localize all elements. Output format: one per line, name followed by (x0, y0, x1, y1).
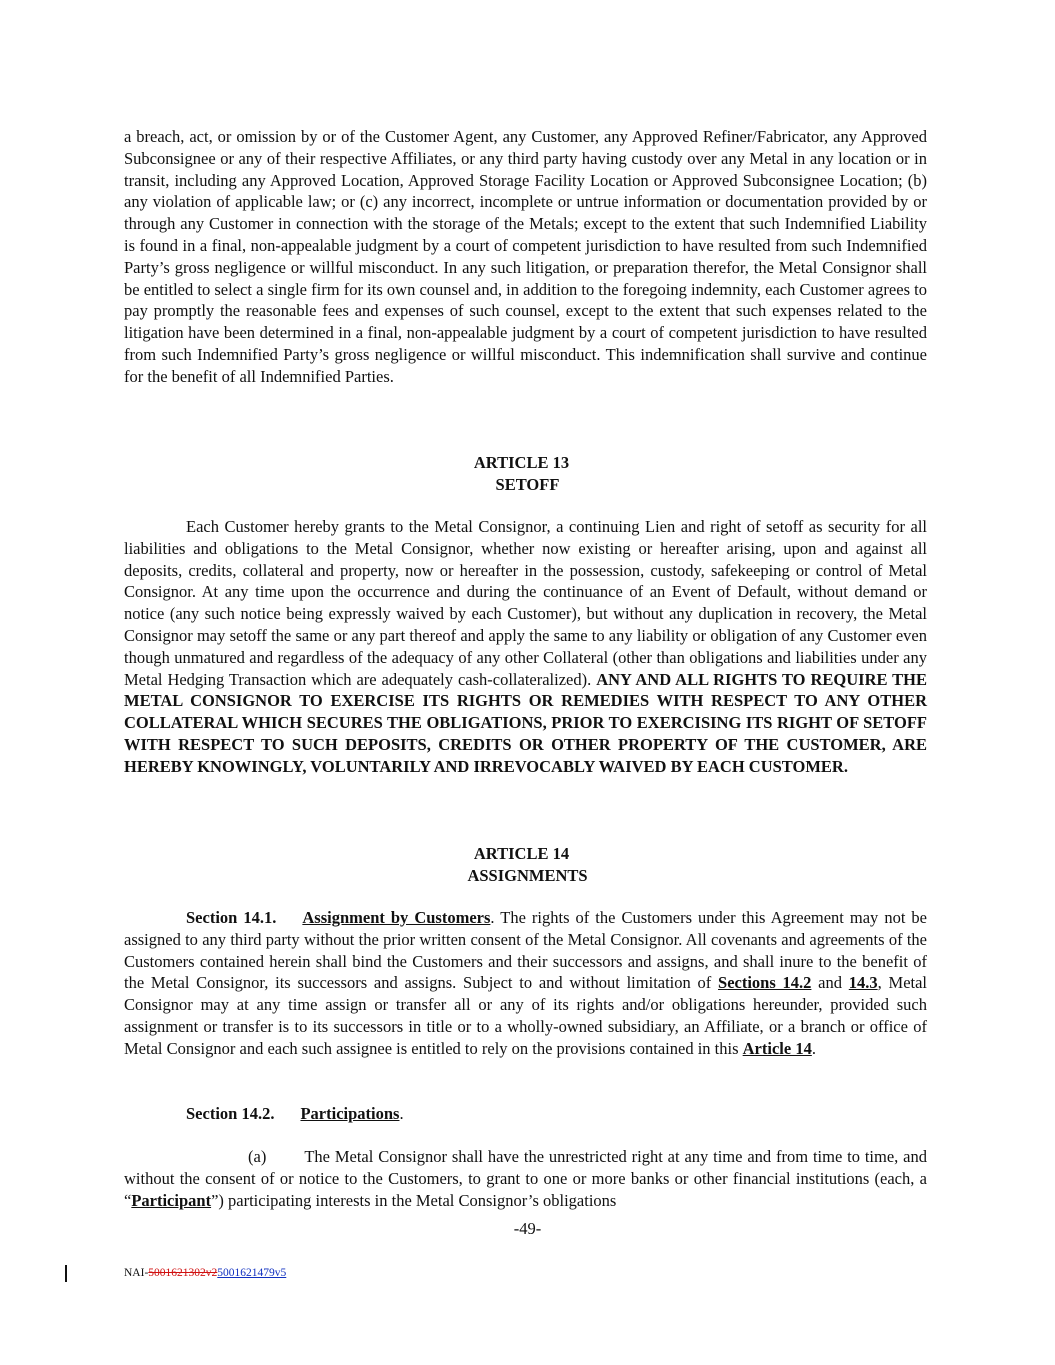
clause-a-marker: (a) (248, 1147, 267, 1166)
section-14-1-text-2: and (811, 973, 849, 993)
revision-bar (65, 1265, 67, 1282)
clause-a-text-2: ”) participating interests in the Metal Consignor’s obligations (211, 1190, 617, 1210)
doc-id-deleted: 5001621302v2 (148, 1267, 218, 1279)
section-14-2-title: Participations (300, 1104, 400, 1123)
page-number: -49- (513, 1219, 542, 1238)
article-13-paragraph (124, 516, 927, 778)
article-14-label-text: ARTICLE 14 (473, 844, 570, 863)
section-14-3-reference: 14.3 (848, 973, 878, 993)
section-14-1-text-1: . The rights of the Customers under this Agreement may not be assigned to any third party without the prior written consent of the Metal Consignor. All covenants and agreements of the Customers contained herein shall bind the Customers and their successors and assigns, and shall inure to the benefit of the Metal Consignor, its successors and assigns. Subject to and without limitation of (124, 908, 927, 993)
setoff-plain-text: Each Customer hereby grants to the Metal Consignor, a continuing Lien and right of setoff as security for all liabilities and obligations to the Metal Consignor, whether now existing or hereafter arising, upon and against all deposits, credits, collateral and property, now or hereafter in the possession, custody, safekeeping or control of Metal Consignor. At any time upon the occurrence and during the continuance of an Event of Default, without demand or notice (any such notice being expressly waived by each Customer), but without any duplication in recovery, the Metal Consignor may setoff the same or any part thereof and apply the same to any liability or obligation of any Customer even though unmatured and regardless of the adequacy of any other Collateral (other than obligations and liabilities under any Metal Hedging Transaction which are adequately cash-collateralized). (124, 517, 927, 689)
section-14-2-period: . (399, 1104, 404, 1123)
article-13-label (0, 452, 1055, 474)
doc-id-inserted: 5001621479v5 (217, 1267, 287, 1279)
article-14-title (0, 865, 1055, 887)
section-14-1-text-3: , Metal Consignor may at any time assign or transfer all or any of its rights and/or obligations hereunder, provided such assignment or transfer is to its successors in title or to a wholly-owned subsidiary, an Affiliate, or a branch or office of Metal Consignor and each such assignee is entitled to rely on the provisions contained in this (124, 973, 928, 1058)
section-14-1-paragraph (124, 907, 927, 1060)
article-13-label-text: ARTICLE 13 (473, 453, 570, 472)
section-14-1-number: Section 14.1. (186, 908, 277, 927)
article-13-title-text: SETOFF (495, 475, 560, 494)
clause-a-text-1: The Metal Consignor shall have the unrestricted right at any time and from time to time, and without the consent of or notice to the Customers, to grant to one or more banks or other financial institutions (each, a “ (124, 1147, 927, 1210)
article-14-title-text: ASSIGNMENTS (467, 866, 588, 885)
setoff-waiver-text: ANY AND ALL RIGHTS TO REQUIRE THE METAL CONSIGNOR TO EXERCISE ITS RIGHTS OR REMEDIES WITH RESPECT TO ANY OTHER COLLATERAL WHICH SECURES THE OBLIGATIONS, PRIOR TO EXERCISING ITS RIGHT OF SETOFF WITH RESPECT TO SUCH DEPOSITS, CREDITS OR OTHER PROPERTY OF THE CUSTOMER, ARE HEREBY KNOWINGLY, VOLUNTARILY AND IRREVOCABLY WAIVED BY EACH CUSTOMER. (124, 669, 927, 776)
section-14-2-number: Section 14.2. (186, 1104, 275, 1123)
section-14-1-title: Assignment by Customers (302, 908, 491, 927)
section-14-2-heading (124, 1103, 927, 1125)
article-14-label (0, 843, 1055, 865)
section-14-2-reference: Sections 14.2 (718, 973, 812, 993)
intro-paragraph: a breach, act, or omission by or of the Customer Agent, any Customer, any Approved Refiner/Fabricator, any Approved Subconsignee or any of their respective Affiliates, or any third party having custody over any Metal in any location or in transit, including any Approved Location, Approved Storage Facility Location or Approved Subconsignee Location; (b) any violation of applicable law; or (c) any incorrect, incomplete or untrue information or documentation provided by or through any Customer in connection with the storage of the Metals; except to the extent that such Indemnified Liability is found in a final, non-appealable judgment by a court of competent jurisdiction to have resulted from such Indemnified Party’s gross negligence or willful misconduct. In any such litigation, or preparation therefor, the Metal Consignor shall be entitled to select a single firm for its own counsel and, in addition to the foregoing indemnity, each Customer agrees to pay promptly the reasonable fees and expenses of such counsel, except to the extent that such expenses related to the litigation have been determined in a final, non-appealable judgment by a court of competent jurisdiction to have resulted from such Indemnified Party’s gross negligence or willful misconduct. This indemnification shall survive and continue for the benefit of all Indemnified Parties. (124, 127, 927, 386)
article-13-title (0, 474, 1055, 496)
article-14-reference: Article 14 (742, 1038, 812, 1058)
document-id (124, 1267, 286, 1279)
doc-id-prefix: NAI- (124, 1267, 149, 1279)
participant-defined-term: Participant (131, 1190, 212, 1210)
section-14-1-text-4: . (811, 1038, 816, 1058)
section-14-2-a-paragraph (124, 1146, 927, 1211)
